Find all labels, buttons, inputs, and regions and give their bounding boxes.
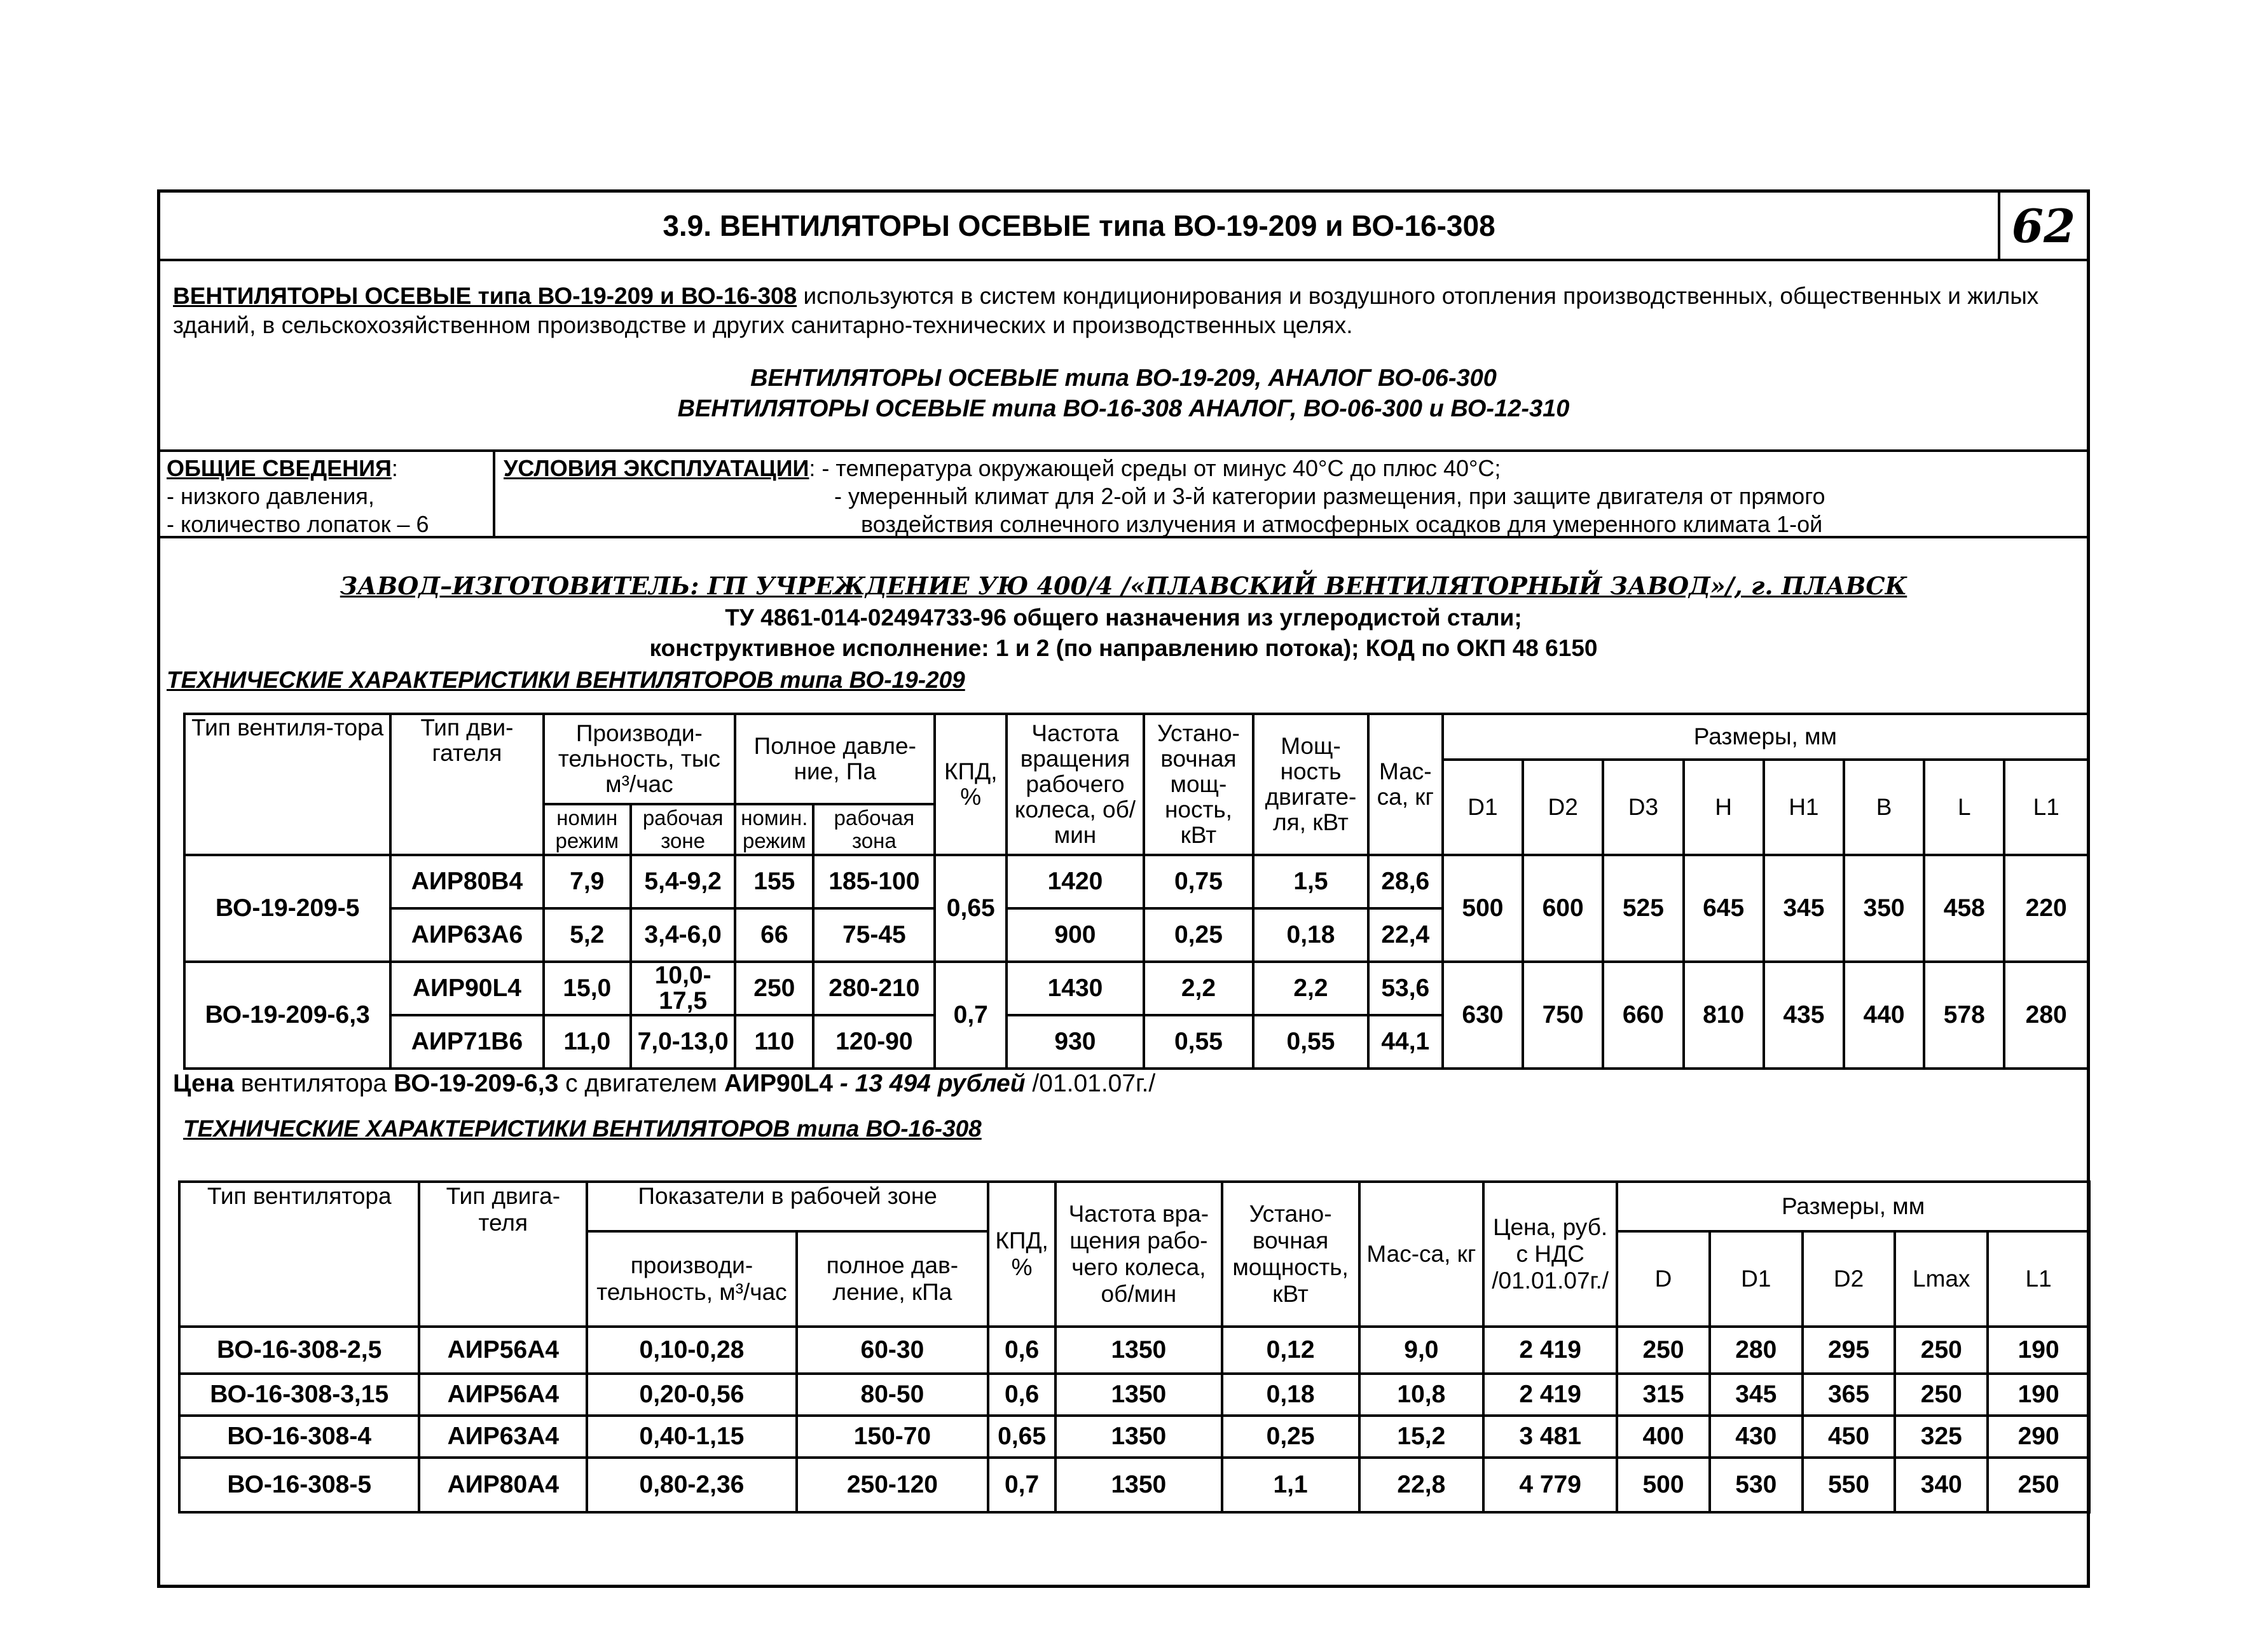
cell-dim: 250 — [1617, 1327, 1710, 1374]
cell-dim: 430 — [1710, 1416, 1803, 1458]
cell-capacity: 0,80-2,36 — [587, 1458, 797, 1512]
cell-dim: 530 — [1710, 1458, 1803, 1512]
conditions-line: воздействия солнечного излучения и атмосферных осадков для умеренного климата 1-ой — [861, 511, 1823, 537]
cell-installed-power: 0,75 — [1144, 855, 1253, 908]
cell-motor: АИР80В4 — [390, 855, 543, 908]
cell-dim: 600 — [1523, 855, 1603, 962]
cell-efficiency: 0,7 — [935, 962, 1007, 1069]
cell-p-nom: 250 — [735, 962, 813, 1015]
cell-pressure: 150-70 — [797, 1416, 988, 1458]
table-row — [184, 962, 2088, 1015]
cell-mass: 10,8 — [1359, 1374, 1484, 1416]
cell-capacity: 0,10-0,28 — [587, 1327, 797, 1374]
cell-efficiency: 0,6 — [988, 1374, 1055, 1416]
col-header-type: Тип вентиля-тора — [184, 714, 390, 855]
cell-type: ВО-19-209-6,3 — [184, 962, 390, 1069]
col-header-efficiency: КПД, % — [935, 714, 1007, 855]
cell-type: ВО-16-308-2,5 — [179, 1327, 419, 1374]
cell-mass: 53,6 — [1368, 962, 1443, 1015]
table-row — [184, 855, 2088, 908]
cell-efficiency: 0,65 — [988, 1416, 1055, 1458]
cell-dim: 220 — [2004, 855, 2088, 962]
col-header-pressure-nom: номин. режим — [735, 804, 813, 855]
cell-cap-work: 7,0-13,0 — [631, 1015, 735, 1069]
dim-header: D1 — [1710, 1231, 1803, 1327]
subtitle-2: ВЕНТИЛЯТОРЫ ОСЕВЫЕ типа ВО-16-308 АНАЛОГ, ВО-06-300 и ВО-12-310 — [677, 395, 1570, 422]
price-text: с двигателем — [558, 1070, 724, 1097]
col-header-motor: Тип двига-теля — [419, 1182, 587, 1327]
cell-mass: 28,6 — [1368, 855, 1443, 908]
construction-info: конструктивное исполнение: 1 и 2 (по направлению потока); КОД по ОКП 48 6150 — [649, 635, 1598, 661]
page-frame — [157, 189, 2090, 1588]
tech-spec-standard: ТУ 4861-014-02494733-96 общего назначения из углеродистой стали; — [725, 605, 1522, 631]
cell-cap-nom: 11,0 — [544, 1015, 631, 1069]
col-header-dimensions: Размеры, мм — [1443, 714, 2088, 760]
cell-cap-work: 5,4-9,2 — [631, 855, 735, 908]
col-header-installed-power: Устано-вочная мощ-ность, кВт — [1144, 714, 1253, 855]
cell-efficiency: 0,65 — [935, 855, 1007, 962]
dim-header: L1 — [1988, 1231, 2089, 1327]
cell-p-work: 185-100 — [813, 855, 935, 908]
cell-capacity: 0,20-0,56 — [587, 1374, 797, 1416]
dim-header: D2 — [1803, 1231, 1895, 1327]
intro-lead: ВЕНТИЛЯТОРЫ ОСЕВЫЕ типа ВО-19-209 и ВО-16-308 — [173, 283, 797, 309]
cell-motor: АИР90L4 — [390, 962, 543, 1015]
conditions-line: - умеренный климат для 2-ой и 3-й категории размещения, при защите двигателя от прямого — [834, 483, 1825, 509]
cell-dim: 190 — [1988, 1327, 2089, 1374]
cell-pressure: 80-50 — [797, 1374, 988, 1416]
cell-cap-nom: 15,0 — [544, 962, 631, 1015]
general-info: ОБЩИЕ СВЕДЕНИЯ: - низкого давления, - количество лопаток – 6 — [160, 452, 495, 536]
cell-dim: 500 — [1617, 1458, 1710, 1512]
col-header-pressure: Полное давле-ние, Па — [735, 714, 935, 804]
cell-dim: 400 — [1617, 1416, 1710, 1458]
cell-type: ВО-16-308-3,15 — [179, 1374, 419, 1416]
col-header-mass: Мас-са, кг — [1359, 1182, 1484, 1327]
cell-dim: 660 — [1603, 962, 1683, 1069]
cell-pressure: 250-120 — [797, 1458, 988, 1512]
page-number: 62 — [1998, 193, 2087, 259]
col-header-capacity: производи-тельность, м³/час — [587, 1231, 797, 1327]
dim-header: D — [1617, 1231, 1710, 1327]
cell-dim: 340 — [1895, 1458, 1988, 1512]
cell-installed-power: 0,25 — [1222, 1416, 1359, 1458]
cell-motor-power: 1,5 — [1253, 855, 1368, 908]
cell-dim: 250 — [1988, 1458, 2089, 1512]
cell-installed-power: 0,55 — [1144, 1015, 1253, 1069]
cell-dim: 295 — [1803, 1327, 1895, 1374]
cell-rpm: 1350 — [1055, 1374, 1222, 1416]
cell-p-work: 120-90 — [813, 1015, 935, 1069]
col-header-capacity-nom: номин режим — [544, 804, 631, 855]
col-header-pressure-work: рабочая зона — [813, 804, 935, 855]
cell-dim: 578 — [1924, 962, 2004, 1069]
cell-rpm: 1430 — [1007, 962, 1144, 1015]
dim-header: Lmax — [1895, 1231, 1988, 1327]
cell-installed-power: 1,1 — [1222, 1458, 1359, 1512]
cell-installed-power: 0,18 — [1222, 1374, 1359, 1416]
cell-dim: 458 — [1924, 855, 2004, 962]
cell-rpm: 1350 — [1055, 1458, 1222, 1512]
cell-type: ВО-16-308-4 — [179, 1416, 419, 1458]
dim-header: H — [1684, 760, 1764, 855]
price-text: вентилятора — [233, 1070, 394, 1097]
cell-price: 2 419 — [1483, 1374, 1617, 1416]
cell-rpm: 1420 — [1007, 855, 1144, 908]
cell-price: 3 481 — [1483, 1416, 1617, 1458]
dim-header: B — [1844, 760, 1924, 855]
col-header-rpm: Частота вра-щения рабо-чего колеса, об/мин — [1055, 1182, 1222, 1327]
subtitle-1: ВЕНТИЛЯТОРЫ ОСЕВЫЕ типа ВО-19-209, АНАЛОГ ВО-06-300 — [750, 365, 1497, 392]
cell-motor: АИР71В6 — [390, 1015, 543, 1069]
cell-cap-nom: 5,2 — [544, 908, 631, 962]
dim-header: D3 — [1603, 760, 1683, 855]
cell-dim: 190 — [1988, 1374, 2089, 1416]
cell-p-work: 280-210 — [813, 962, 935, 1015]
manufacturer: ЗАВОД–ИЗГОТОВИТЕЛЬ: ГП УЧРЕЖДЕНИЕ УЮ 400/4 /«ПЛАВСКИЙ ВЕНТИЛЯТОРНЫЙ ЗАВОД»/, г. ПЛАВСК — [340, 571, 1907, 600]
cell-dim: 500 — [1443, 855, 1523, 962]
cell-price: 4 779 — [1483, 1458, 1617, 1512]
cell-mass: 44,1 — [1368, 1015, 1443, 1069]
cell-capacity: 0,40-1,15 — [587, 1416, 797, 1458]
cell-dim: 250 — [1895, 1374, 1988, 1416]
col-header-work-zone: Показатели в рабочей зоне — [587, 1182, 988, 1231]
conditions-line: : - температура окружающей среды от минус 40°С до плюс 40°С; — [809, 455, 1501, 481]
cell-dim: 810 — [1684, 962, 1764, 1069]
cell-dim: 435 — [1764, 962, 1844, 1069]
price-model: ВО-19-209-6,3 — [394, 1070, 559, 1097]
cell-p-work: 75-45 — [813, 908, 935, 962]
col-header-rpm: Частота вращения рабочего колеса, об/мин — [1007, 714, 1144, 855]
cell-p-nom: 66 — [735, 908, 813, 962]
cell-dim: 440 — [1844, 962, 1924, 1069]
cell-mass: 22,8 — [1359, 1458, 1484, 1512]
cell-installed-power: 2,2 — [1144, 962, 1253, 1015]
col-header-capacity: Производи-тельность, тыс м³/час — [544, 714, 736, 804]
cell-motor-power: 0,55 — [1253, 1015, 1368, 1069]
col-header-dimensions: Размеры, мм — [1617, 1182, 2089, 1231]
cell-cap-work: 3,4-6,0 — [631, 908, 735, 962]
col-header-pressure: полное дав-ление, кПа — [797, 1231, 988, 1327]
price-motor: АИР90L4 — [724, 1070, 833, 1097]
cell-mass: 15,2 — [1359, 1416, 1484, 1458]
cell-dim: 450 — [1803, 1416, 1895, 1458]
cell-motor: АИР56А4 — [419, 1327, 587, 1374]
cell-cap-work: 10,0-17,5 — [631, 962, 735, 1015]
operating-conditions — [504, 452, 2087, 536]
cell-motor: АИР56А4 — [419, 1374, 587, 1416]
general-heading: ОБЩИЕ СВЕДЕНИЯ — [167, 455, 392, 481]
cell-dim: 350 — [1844, 855, 1924, 962]
cell-installed-power: 0,25 — [1144, 908, 1253, 962]
price-date: /01.01.07г./ — [1025, 1070, 1156, 1097]
cell-type: ВО-19-209-5 — [184, 855, 390, 962]
cell-dim: 525 — [1603, 855, 1683, 962]
cell-dim: 280 — [1710, 1327, 1803, 1374]
table-row — [179, 1374, 2089, 1416]
cell-p-nom: 110 — [735, 1015, 813, 1069]
cell-dim: 345 — [1764, 855, 1844, 962]
table2-title: ТЕХНИЧЕСКИЕ ХАРАКТЕРИСТИКИ ВЕНТИЛЯТОРОВ типа ВО-16-308 — [183, 1116, 982, 1142]
table-vo-16-308 — [178, 1180, 2091, 1514]
col-header-installed-power: Устано-вочная мощность, кВт — [1222, 1182, 1359, 1327]
cell-dim: 630 — [1443, 962, 1523, 1069]
table-row — [179, 1416, 2089, 1458]
price-note — [173, 1070, 1155, 1098]
cell-rpm: 930 — [1007, 1015, 1144, 1069]
cell-efficiency: 0,7 — [988, 1458, 1055, 1512]
cell-dim: 550 — [1803, 1458, 1895, 1512]
cell-motor-power: 2,2 — [1253, 962, 1368, 1015]
col-header-efficiency: КПД, % — [988, 1182, 1055, 1327]
cell-cap-nom: 7,9 — [544, 855, 631, 908]
cell-motor-power: 0,18 — [1253, 908, 1368, 962]
cell-mass: 22,4 — [1368, 908, 1443, 962]
general-item: - низкого давления, — [167, 483, 375, 509]
cell-dim: 345 — [1710, 1374, 1803, 1416]
cell-dim: 750 — [1523, 962, 1603, 1069]
intro-text: используются в систем кондиционирования и воздушного отопления производственных, общественных и жилых зданий, в сельскохозяйственном производстве и других санитарно-технических и производственных целях. — [173, 283, 2039, 338]
col-header-price: Цена, руб. с НДС /01.01.07г./ — [1483, 1182, 1617, 1327]
dim-header: D1 — [1443, 760, 1523, 855]
col-header-mass: Мас-са, кг — [1368, 714, 1443, 855]
cell-dim: 315 — [1617, 1374, 1710, 1416]
conditions-heading: УСЛОВИЯ ЭКСПЛУАТАЦИИ — [504, 455, 809, 481]
cell-dim: 365 — [1803, 1374, 1895, 1416]
col-header-motor: Тип дви-гателя — [390, 714, 543, 855]
analog-subtitles — [160, 363, 2087, 424]
price-value: - 13 494 рублей — [832, 1070, 1026, 1097]
col-header-motor-power: Мощ-ность двигате-ля, кВт — [1253, 714, 1368, 855]
table-row — [179, 1458, 2089, 1512]
cell-dim: 250 — [1895, 1327, 1988, 1374]
table-row — [179, 1327, 2089, 1374]
cell-dim: 290 — [1988, 1416, 2089, 1458]
price-label: Цена — [173, 1070, 234, 1097]
dim-header: D2 — [1523, 760, 1603, 855]
cell-price: 2 419 — [1483, 1327, 1617, 1374]
cell-dim: 645 — [1684, 855, 1764, 962]
cell-pressure: 60-30 — [797, 1327, 988, 1374]
general-info-block — [160, 449, 2087, 538]
dim-header: H1 — [1764, 760, 1844, 855]
table1-title: ТЕХНИЧЕСКИЕ ХАРАКТЕРИСТИКИ ВЕНТИЛЯТОРОВ типа ВО-19-209 — [167, 667, 965, 693]
cell-motor: АИР63А6 — [390, 908, 543, 962]
cell-dim: 325 — [1895, 1416, 1988, 1458]
cell-rpm: 1350 — [1055, 1327, 1222, 1374]
cell-motor: АИР80А4 — [419, 1458, 587, 1512]
cell-installed-power: 0,12 — [1222, 1327, 1359, 1374]
cell-rpm: 1350 — [1055, 1416, 1222, 1458]
cell-rpm: 900 — [1007, 908, 1144, 962]
dim-header: L1 — [2004, 760, 2088, 855]
section-title: 3.9. ВЕНТИЛЯТОРЫ ОСЕВЫЕ типа ВО-19-209 и ВО-16-308 — [663, 209, 1495, 242]
table-vo-19-209 — [183, 713, 2089, 1070]
col-header-type: Тип вентилятора — [179, 1182, 419, 1327]
cell-type: ВО-16-308-5 — [179, 1458, 419, 1512]
header — [160, 193, 2087, 261]
dim-header: L — [1924, 760, 2004, 855]
cell-efficiency: 0,6 — [988, 1327, 1055, 1374]
col-header-capacity-work: рабочая зоне — [631, 804, 735, 855]
cell-motor: АИР63А4 — [419, 1416, 587, 1458]
cell-mass: 9,0 — [1359, 1327, 1484, 1374]
intro-paragraph — [173, 282, 2080, 340]
cell-dim: 280 — [2004, 962, 2088, 1069]
cell-p-nom: 155 — [735, 855, 813, 908]
general-item: - количество лопаток – 6 — [167, 511, 429, 537]
